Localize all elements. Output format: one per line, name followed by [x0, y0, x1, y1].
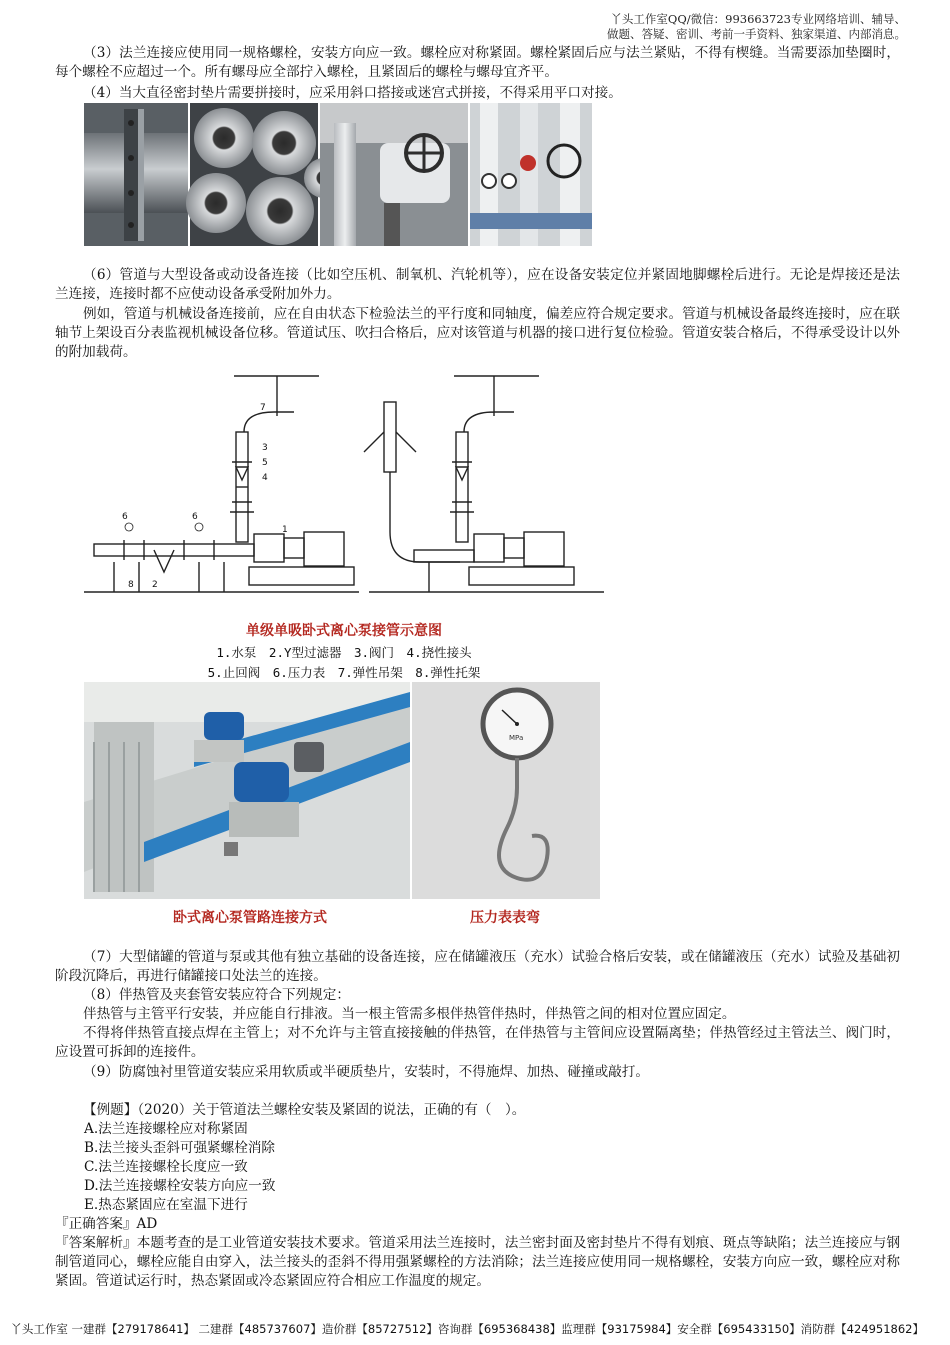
option-e: E.热态紧固应在室温下进行: [84, 1197, 248, 1213]
paragraph-8: （8）伴热管及夹套管安装应符合下列规定：: [83, 987, 350, 1003]
answer-analysis: 『答案解析』本题考查的是工业管道安装技术要求。管道采用法兰连接时，法兰密封面及密封垫片不得有划痕、斑点等缺陷；法兰连接应与钢制管道同心，螺栓应能自由穿入，法兰接头的歪斜不得用强紧螺栓的方法消除；法兰连接应使用同一规格螺栓，安装方向应一致，螺栓应对称紧固。管道试运行时，热态紧固或冷态紧固应符合相应工作温度的规定。: [55, 1235, 900, 1289]
gauge-caption: 压力表表弯: [470, 910, 540, 926]
paragraph-9: （9）防腐蚀衬里管道安装应采用软质或半硬质垫片，安装时，不得施焊、加热、碰撞或敲打。: [83, 1064, 649, 1080]
pump-room-caption: 卧式离心泵管路连接方式: [173, 910, 327, 926]
diagram-label-4: 4: [262, 473, 268, 483]
option-c: C.法兰连接螺栓长度应一致: [84, 1159, 248, 1175]
paragraph-6-example: 例如，管道与机械设备连接前，应在自由状态下检验法兰的平行度和同轴度，偏差应符合规定要求。管道与机械设备最终连接时，应在联轴节上架设百分表监视机械设备位移。管道试压、吹扫合格后，应对该管道与机器的接口进行复位检验。管道安装合格后，不得承受设计以外的附加载荷。: [55, 306, 900, 360]
pump-room-photo: [84, 682, 410, 899]
correct-answer: 『正确答案』AD: [55, 1216, 158, 1232]
header-line-2: 做题、答疑、密训、考前一手资料、独家渠道、内部消息。: [607, 27, 906, 41]
diagram-label-7: 7: [260, 403, 266, 413]
option-d: D.法兰连接螺栓安装方向应一致: [84, 1178, 276, 1194]
header-line-1: 丫头工作室QQ/微信：993663723专业网络培训、辅导、: [610, 12, 906, 26]
paragraph-4: （4）当大直径密封垫片需要拼接时，应采用斜口搭接或迷宫式拼接，不得采用平口对接。: [83, 85, 622, 101]
pressure-gauge-photo: [412, 682, 600, 899]
diagram-legend-line-1: 1.水泵 2.Y型过滤器 3.阀门 4.挠性接头: [216, 645, 472, 660]
header-note: [386, 12, 906, 42]
diagram-label-5: 5: [262, 458, 268, 468]
question-stem: 【例题】（2020）关于管道法兰螺栓安装及紧固的说法，正确的有（ ）。: [83, 1102, 526, 1118]
footer-groups: 丫头工作室 一建群【279178641】 二建群【485737607】造价群【85727512】咨询群【695368438】监理群【93175984】安全群【695433150】消防群【424951862】: [10, 1322, 924, 1336]
option-a: A.法兰连接螺栓应对称紧固: [84, 1121, 248, 1137]
pressure-gauge-image: [412, 682, 600, 899]
diagram-label-6a: 6: [122, 512, 128, 522]
flange-photos-image: [84, 103, 592, 246]
diagram-label-3: 3: [262, 443, 268, 453]
diagram-legend-line-2: 5.止回阀 6.压力表 7.弹性吊架 8.弹性托架: [207, 665, 481, 680]
flange-photo-strip: [84, 103, 592, 246]
paragraph-6: （6）管道与大型设备或动设备连接（比如空压机、制氧机、汽轮机等），应在设备安装定位并紧固地脚螺栓后进行。无论是焊接还是法兰连接，连接时都不应使动设备承受附加外力。: [55, 267, 900, 302]
diagram-label-8: 8: [128, 580, 134, 590]
gauge-unit-label: MPa: [509, 734, 524, 742]
option-b: B.法兰接头歪斜可强紧螺栓消除: [84, 1140, 276, 1156]
pump-piping-diagram: [84, 362, 604, 618]
diagram-title: 单级单吸卧式离心泵接管示意图: [246, 623, 442, 639]
paragraph-8b: 不得将伴热管直接点焊在主管上；对不允许与主管直接接触的伴热管，在伴热管与主管间应设置隔离垫；伴热管经过主管法兰、阀门时，应设置可拆卸的连接件。: [55, 1025, 900, 1060]
paragraph-7: （7）大型储罐的管道与泵或其他有独立基础的设备连接，应在储罐液压（充水）试验合格后安装，或在储罐液压（充水）试验及基础初阶段沉降后，再进行储罐接口处法兰的连接。: [55, 949, 900, 984]
diagram-label-6b: 6: [192, 512, 198, 522]
pump-diagram-svg: [84, 362, 604, 618]
diagram-label-2: 2: [152, 580, 158, 590]
diagram-label-1: 1: [282, 525, 288, 535]
pump-room-image: [84, 682, 410, 899]
paragraph-3: （3）法兰连接应使用同一规格螺栓，安装方向应一致。螺栓应对称紧固。螺栓紧固后应与法兰紧贴，不得有楔缝。当需要添加垫圈时，每个螺栓不应超过一个。所有螺母应全部拧入螺栓，且紧固后的螺栓与螺母宜齐平。: [55, 45, 900, 80]
paragraph-8a: 伴热管与主管平行安装，并应能自行排液。当一根主管需多根伴热管伴热时，伴热管之间的相对位置应固定。: [83, 1006, 736, 1022]
